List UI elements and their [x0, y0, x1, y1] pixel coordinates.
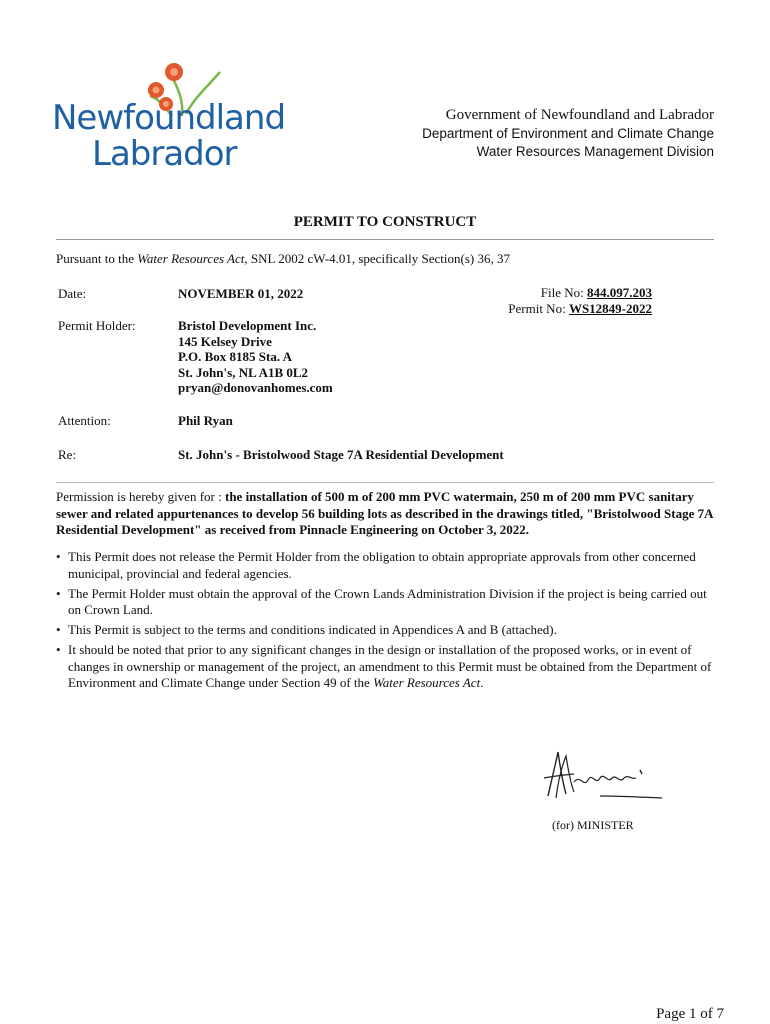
attention-label: Attention:	[58, 413, 111, 428]
holder-company: Bristol Development Inc.	[178, 318, 317, 333]
holder-street: 145 Kelsey Drive	[178, 333, 272, 349]
permit-holder-address	[178, 318, 333, 396]
condition-text: It should be noted that prior to any significant changes in the design or installation of the proposed works, or in event of changes in ownership or management of the project, an amendment to this Permit must be obtained from the Department of Environment and Climate Change under Section 49 of the	[68, 642, 712, 690]
government-name: Government of Newfoundland and Labrador	[445, 107, 714, 123]
document-title: PERMIT TO CONSTRUCT	[293, 214, 477, 230]
file-number	[541, 285, 652, 301]
pursuant-act: Water Resources Act	[137, 251, 245, 266]
permit-number	[508, 301, 652, 317]
logo-labrador: Labrador	[92, 134, 237, 174]
condition-end: .	[480, 675, 484, 690]
permit-number-label: Permit No:	[508, 301, 569, 316]
pursuant-suffix: , SNL 2002 cW-4.01, specifically Section(s) 36, 37	[244, 251, 510, 266]
file-number-value: 844.097.203	[587, 285, 652, 300]
minister-signature	[540, 748, 670, 808]
condition-item: • This Permit does not release the Permit Holder from the obligation to obtain appropriate approvals from other concerned municipal, provincial and federal agencies.	[56, 549, 716, 582]
pursuant-prefix: Pursuant to the	[56, 251, 138, 266]
holder-po-box: P.O. Box 8185 Sta. A	[178, 349, 293, 364]
page-number: Page 1 of 7	[656, 1006, 724, 1022]
holder-email: pryan@donovanhomes.com	[178, 380, 333, 395]
logo-newfoundland: Newfoundland	[52, 98, 286, 138]
newfoundland-labrador-logo	[52, 58, 286, 178]
condition-item	[56, 642, 716, 692]
permission-text: the installation of 500 m of 200 mm PVC watermain, 250 m of 200 mm PVC sanitary sewer and related appurtenances to develop 56 building lots as described in the drawings titled, "Bristolwood Stage 7A Residential Development" as received from Pinnacle Engineering on October 3, 2022.	[56, 489, 713, 537]
permit-holder-label: Permit Holder:	[58, 318, 136, 333]
condition-act: Water Resources Act	[373, 675, 481, 690]
pursuant-statement	[56, 251, 510, 267]
re-label: Re:	[58, 447, 77, 462]
permission-statement	[56, 489, 714, 539]
date-label: Date:	[58, 286, 87, 301]
conditions-list	[56, 549, 716, 695]
permit-number-value: WS12849-2022	[568, 301, 652, 316]
permission-prefix: Permission is hereby given for :	[56, 489, 225, 504]
date-value: NOVEMBER 01, 2022	[178, 286, 304, 301]
department-name: Department of Environment and Climate Change	[422, 126, 714, 141]
holder-city: St. John's, NL A1B 0L2	[178, 364, 309, 380]
condition-item: • The Permit Holder must obtain the approval of the Crown Lands Administration Division if the project is being carried out on Crown Land.	[56, 586, 716, 619]
file-number-label: File No:	[540, 285, 587, 300]
title-divider	[56, 239, 714, 240]
section-divider	[56, 482, 714, 483]
condition-item: • This Permit is subject to the terms and conditions indicated in Appendices A and B (attached).	[56, 622, 716, 639]
division-name: Water Resources Management Division	[476, 144, 714, 159]
re-value: St. John's - Bristolwood Stage 7A Residential Development	[178, 447, 504, 462]
signature-caption: (for) MINISTER	[552, 818, 634, 832]
attention-value: Phil Ryan	[178, 413, 233, 428]
